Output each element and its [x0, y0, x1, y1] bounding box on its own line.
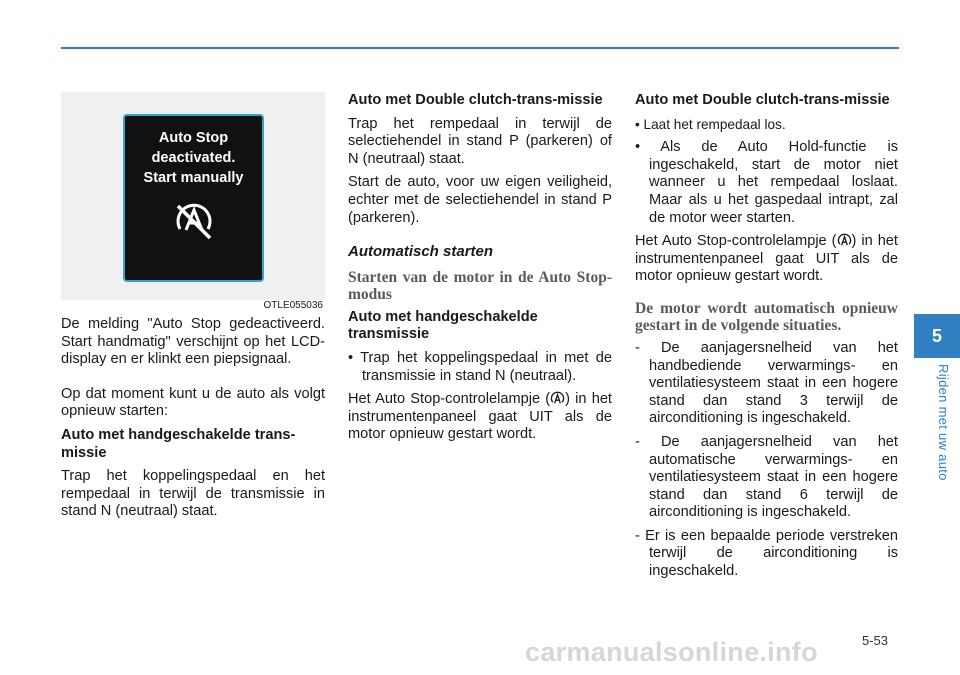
paragraph: Start de auto, voor uw eigen veiligheid, echter met de selectiehendel in stand P (parkeren). — [348, 174, 612, 226]
section-heading: Auto met handgeschakelde trans-missie — [61, 426, 296, 461]
chapter-tab: 5 — [914, 314, 960, 358]
dash-text: Er is een bepaalde periode verstreken terwijl de airconditioning is ingeschakeld. — [645, 527, 898, 580]
lcd-line-1: Auto Stop — [158, 130, 229, 146]
column-1 — [61, 92, 325, 521]
column-3 — [635, 92, 898, 581]
dash-item: - De aanjagersnelheid van het automatische verwarmings- en ventilatiesysteem staat in een hogere stand dan stand 6 terwijl de airconditioning is ingeschakeld. — [635, 433, 898, 521]
subsection-title: De motor wordt automatisch opnieuw gestart in de volgende situaties. — [635, 299, 898, 334]
auto-stop-icon — [837, 233, 852, 248]
subsection-title: Starten van de motor in de Auto Stop-modus — [348, 268, 612, 303]
column-2 — [348, 92, 612, 444]
paragraph: De melding "Auto Stop gedeactiveerd. Start handmatig" verschijnt op het LCD-display en er klinkt een piepsignaal. — [61, 316, 325, 368]
section-heading: Auto met Double clutch-trans-missie — [348, 92, 603, 108]
section-heading: Auto met Double clutch-trans-missie — [635, 92, 890, 108]
bullet-text: Als de Auto Hold-functie is ingeschakeld, start de motor niet wanneer u het rempedaal loslaat. Maar als u het gaspedaal intrapt, zal de motor weer starten. — [649, 139, 898, 226]
auto-stop-icon — [550, 391, 565, 406]
paragraph-text: ) in het instrumentenpaneel gaat UIT als de motor opnieuw gestart wordt. — [348, 391, 612, 443]
bullet-item: • Laat het rempedaal los. — [635, 116, 786, 132]
header-rule — [61, 47, 899, 49]
chapter-title: Rijden met uw auto — [936, 364, 951, 481]
bullet-text: Laat het rempedaal los. — [643, 116, 786, 132]
paragraph-text: ) in het instrumentenpaneel gaat UIT als de motor opnieuw gestart wordt. — [635, 233, 898, 285]
paragraph — [635, 233, 898, 286]
paragraph: Trap het rempedaal in terwijl de selectiehendel in stand P (parkeren) of N (neutraal) staat. — [348, 115, 612, 167]
page-number: 5-53 — [862, 633, 889, 648]
paragraph: Trap het koppelingspedaal en het rempedaal in terwijl de transmissie in stand N (neutraal) staat. — [61, 468, 325, 520]
figure-caption: OTLE055036 — [263, 300, 323, 312]
dash-text: De aanjagersnelheid van het handbediende verwarmings- en ventilatiesysteem staat in een hogere stand dan stand 3 terwijl de airconditioning is ingeschakeld. — [649, 339, 898, 427]
watermark: carmanualsonline.info — [525, 637, 818, 667]
paragraph-text: Het Auto Stop-controlelampje ( — [635, 233, 837, 250]
dash-item: - De aanjagersnelheid van het handbediende verwarmings- en ventilatiesysteem staat in een hogere stand dan stand 3 terwijl de airconditioning is ingeschakeld. — [635, 339, 898, 427]
section-title: Automatisch starten — [348, 243, 494, 261]
dash-item: - Er is een bepaalde periode verstreken terwijl de airconditioning is ingeschakeld. — [635, 527, 898, 580]
bullet-item: • Trap het koppelingspedaal in met de transmissie in stand N (neutraal). — [348, 349, 613, 384]
lcd-line-2: deactivated. — [151, 150, 236, 166]
lcd-screen — [123, 114, 264, 282]
paragraph-text: Het Auto Stop-controlelampje ( — [348, 391, 551, 408]
figure-lcd-display — [61, 92, 325, 312]
paragraph — [348, 391, 612, 444]
lcd-line-3: Start manually — [143, 170, 244, 186]
auto-stop-off-icon — [171, 198, 217, 244]
dash-text: De aanjagersnelheid van het automatische verwarmings- en ventilatiesysteem staat in een hogere stand dan stand 6 terwijl de airconditioning is ingeschakeld. — [649, 433, 898, 521]
paragraph: Op dat moment kunt u de auto als volgt opnieuw starten: — [61, 385, 325, 420]
bullet-item: • Als de Auto Hold-functie is ingeschakeld, start de motor niet wanneer u het rempedaal loslaat. Maar als u het gaspedaal intrapt, zal de motor weer starten. — [635, 139, 898, 226]
section-heading: Auto met handgeschakelde transmissie — [348, 308, 538, 343]
bullet-text: Trap het koppelingspedaal in met de transmissie in stand N (neutraal). — [360, 349, 613, 384]
